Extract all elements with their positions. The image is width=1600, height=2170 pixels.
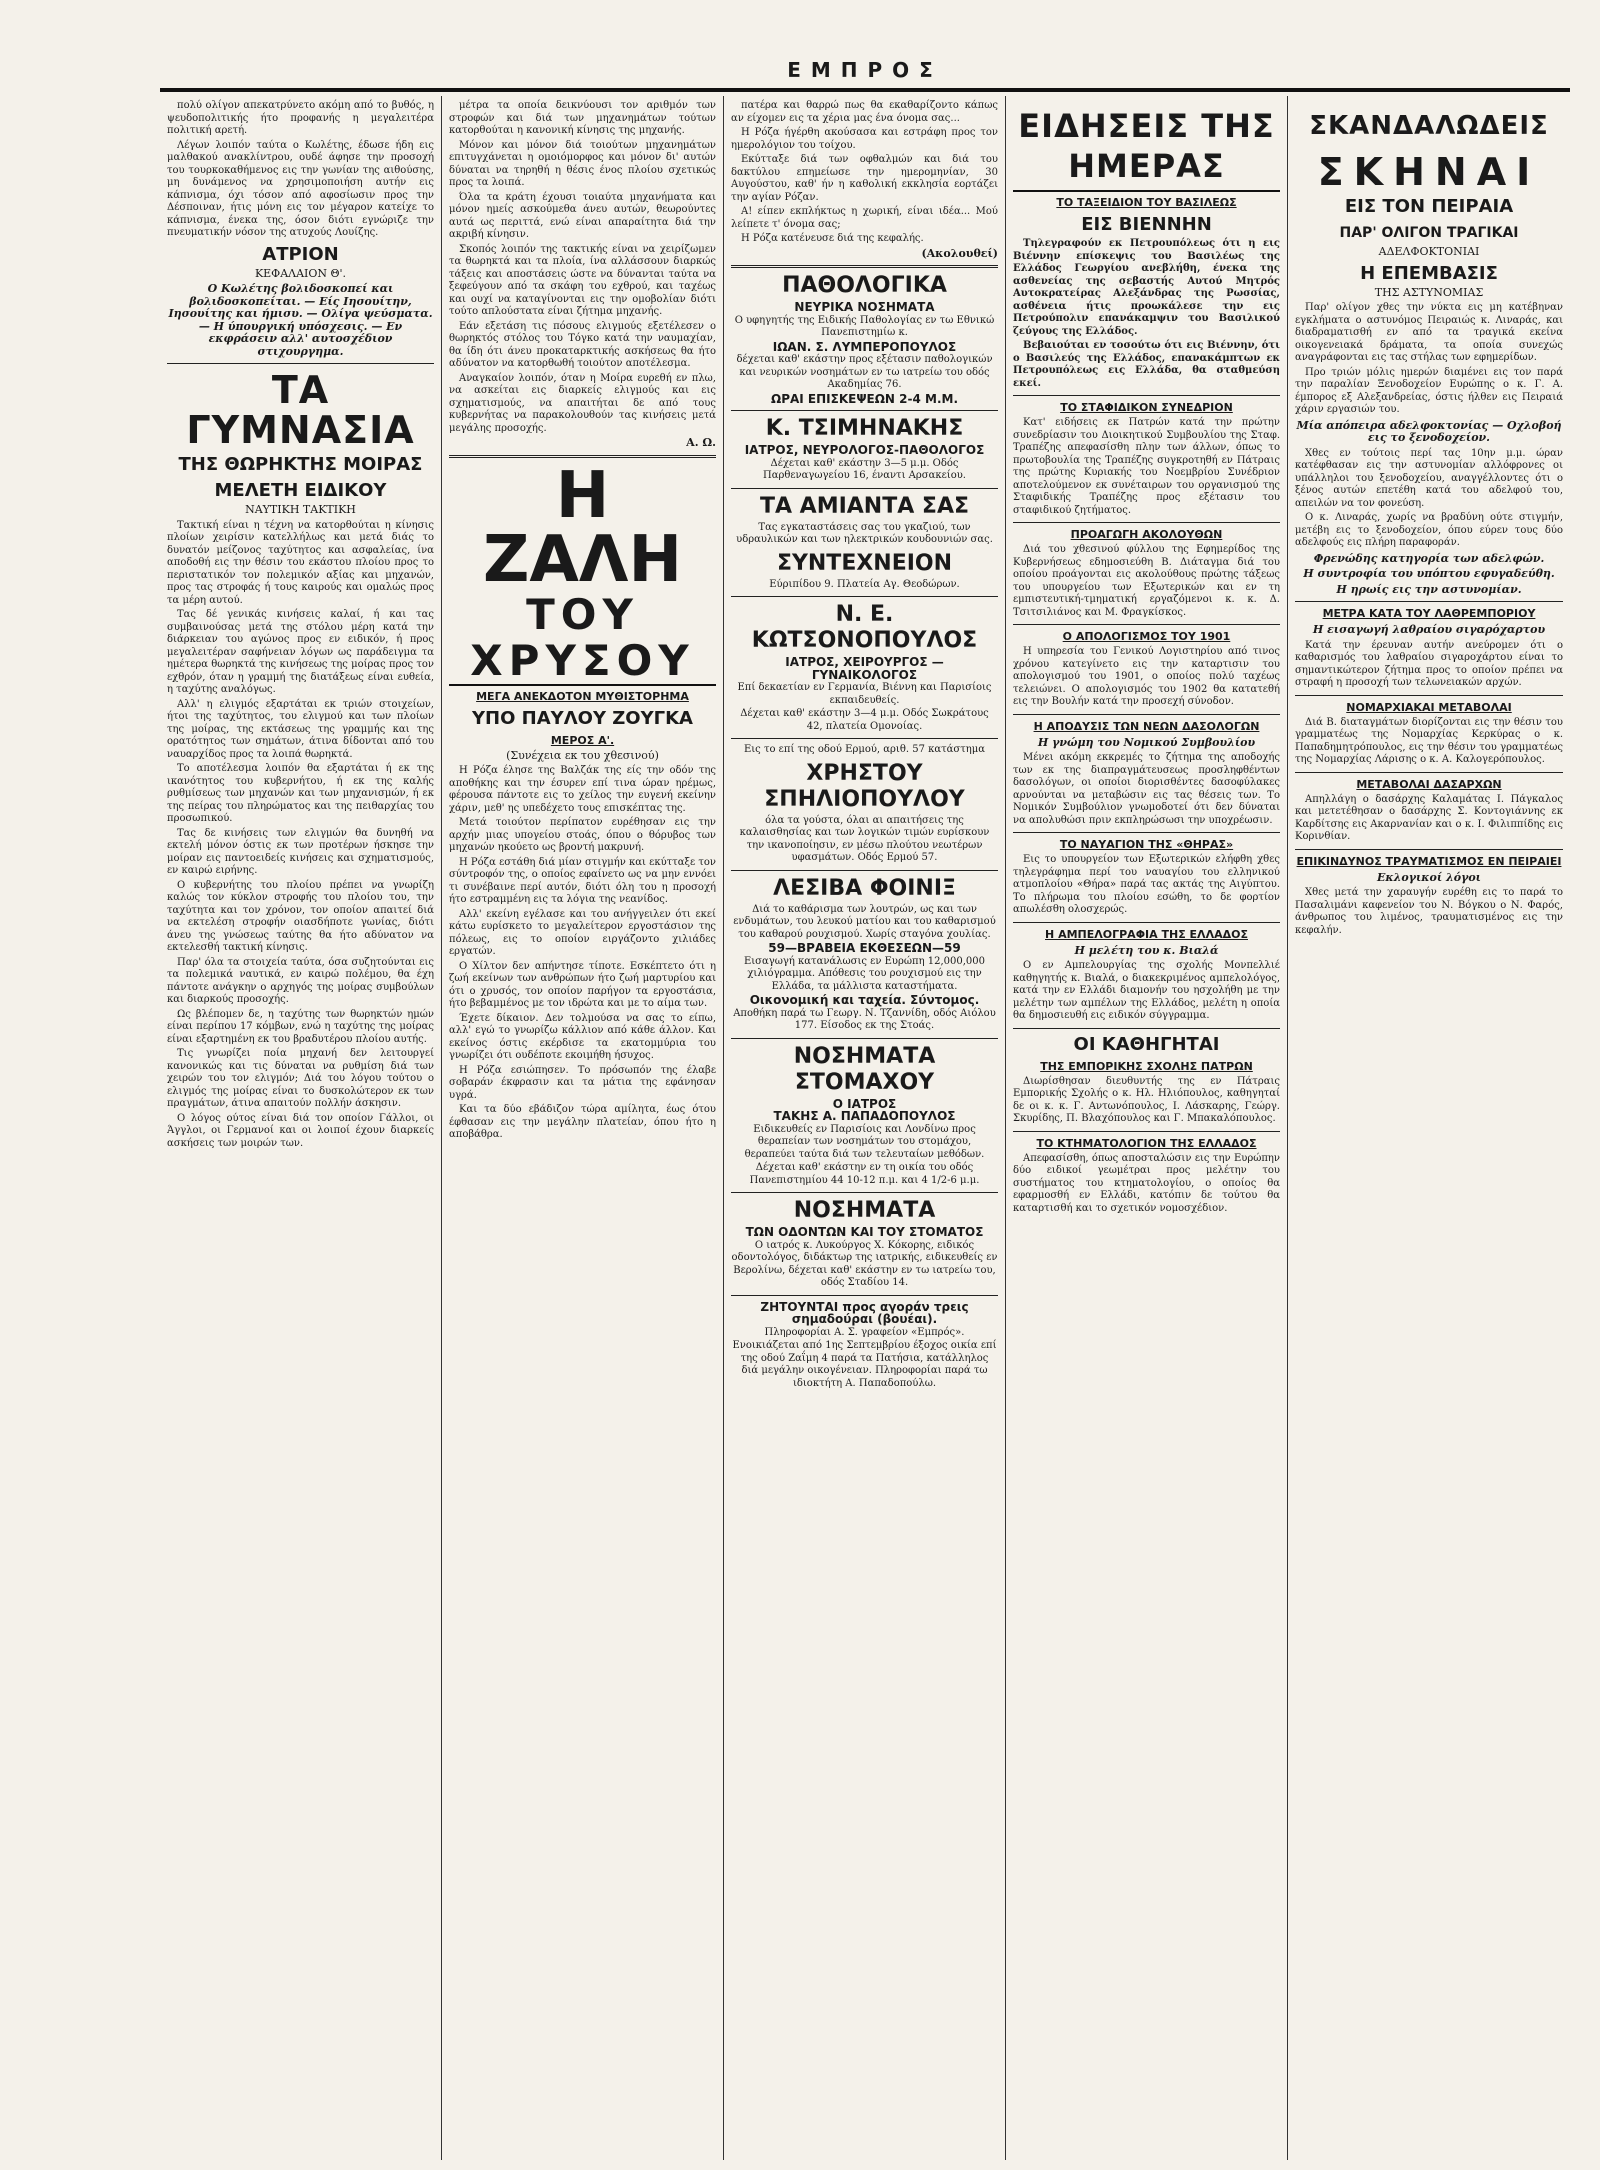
news-headline: ΤΟ ΝΑΥΑΓΙΟΝ ΤΗΣ «ΘΗΡΑΣ» (1059, 838, 1234, 851)
text-paragraph: Τηλεγραφούν εκ Πετρουπόλεως ότι η εις Βιέννην επίσκεψις του Βασιλέως της Ελλάδος Γεωργίου ανεβλήθη, ένεκα της ασθενείας της σεβαστής Αυτού Μητρός Αυτοκρατείρας Αλεξάνδρας της Ρωσσίας, ασθένεια ήτις προωκάλεσε την εις Πετρούπολιν επανάκαμψιν του Βασιλικού ζεύγους της Ελλάδος. (1013, 238, 1280, 337)
text-paragraph: Μένει ακόμη εκκρεμές το ζήτημα της αποδοχής των εκ της διαπραγμάτευσεως προσληφθέντων δασολόγων, οι οποίοι διορισθέντες δασοφύλακες αρνούνται να μεταβώσιν εις τας θέσεις των. Το Νομικόν Συμβούλιον γνωμοδοτεί ότι δεν δύναται να απολυθώσι πριν εκπληρώσωσι την υποχρέωσιν. (1013, 752, 1280, 826)
text-paragraph: πολύ ολίγον απεκατρύνετο ακόμη από το βυθός, η ψευδοπολιτικής ήτο προφανής η μεγαλειτέρα πολιτική αρετή. (167, 100, 434, 136)
text-paragraph: Η Ρόζα ήγέρθη ακούσασα και εστράφη προς τον ημερολόγιον του τοίχου. (731, 127, 998, 151)
ad-headline: ΧΡΗΣΤΟΥ ΣΠΗΛΙΟΠΟΥΛΟΥ (764, 760, 965, 812)
column-1 (160, 96, 442, 2160)
text-paragraph: Χθες μετά την χαραυγήν ευρέθη εις το παρά το Πασαλιμάνι καφενείον του Ν. Βόγκου ο Ν. Φαρός, άνθρωπος του λιμένος, τραυματισμένος εις την κεφαλήν. (1295, 887, 1563, 936)
article-kicker: ΤΗΣ ΑΣΤΥΝΟΜΙΑΣ (1374, 285, 1484, 299)
text-paragraph: Σκοπός λοιπόν της τακτικής είναι να χειρίζωμεν τα θωρηκτά και τα πλοία, ίνα αλλάσσουν διαρκώς τάξεις και αποστάσεις ώστε να δύνανται ταύτα να ξεφεύγουν από τα σκάφη του εχθρού, και ταχέως και ουχί να καταγίνονται εις την ομοβολίαν διότι τούτο απλούστατα είναι ζήτημα μηχανής. (449, 243, 716, 317)
text-paragraph: Η υπηρεσία του Γενικού Λογιστηρίου από τινος χρόνου κατεγίνετο εις την καταρτισιν του απολογισμού του 1901, ο οποίος πολύ ταχέως τελειώνει. Ο απολογισμός του 1902 θα κατατεθή εις την Βουλήν κατά την προσεχή σύνοδον. (1013, 646, 1280, 707)
article-subheadline: ΕΙΣ ΤΟΝ ΠΕΙΡΑΙΑ (1344, 196, 1514, 217)
column-4 (1006, 96, 1288, 2160)
divider (731, 1038, 998, 1039)
divider (1013, 832, 1280, 833)
divider (731, 488, 998, 489)
ad-subheadline: Οικονομική και ταχεία. Σύντομος. (749, 993, 980, 1007)
serial-part: ΜΕΡΟΣ Α'. (550, 733, 615, 747)
continued-note: (Ακολουθεί) (921, 246, 998, 260)
signature: Α. Ω. (686, 436, 716, 449)
article-crosshead: Η συντροφία του υπόπτου εφυγαδεύθη. (1303, 567, 1555, 580)
news-subheadline: ΕΙΣ ΒΙΕΝΝΗΝ (1081, 214, 1212, 235)
ad-hours: ΩΡΑΙ ΕΠΙΣΚΕΨΕΩΝ 2-4 Μ.Μ. (771, 391, 958, 406)
ad-text: Δέχεται καθ' εκάστην 3—5 μ.μ. Οδός Παρθεναγωγείου 16, έναντι Αρσακείου. (763, 457, 966, 481)
ad-text: Τας εγκαταστάσεις σας του γκαζιού, των υδραυλικών και των ηλεκτρικών κουδουνιών σας. (736, 521, 993, 545)
divider (1013, 1131, 1280, 1132)
divider (1295, 695, 1563, 696)
text-paragraph: Τας δέ γενικάς κινήσεις καλαί, ή και τας συμβαινούσας μετά της στόλου μέρη κατά την διάρκειαν του αγώνος προς εν ειδικόν, ή προς μεγαλειτέραν σαφήνειαν λόγων ως παράδειγμα τα ημέτερα θωρηκτά της κινήσεως της μοίρας προς τον εχθρόν, όταν η γραμμή της διατάξεως είναι ευθεία, η ταχύτης αναλόγως. (167, 609, 434, 695)
text-paragraph: Παρ' ολίγον χθες την νύκτα εις μη κατέβηναν εγκλήματα ο αστυνόμος Πειραιώς κ. Λιναράς, και διαδραματισθή εν από τα τραγικά εκείνα οικογενειακά δράματα, τα οποία συνεχώς αναγράφονται εις τας στήλας των εφημερίδων. (1295, 302, 1563, 363)
ad-subheadline: Ο ΙΑΤΡΟΣ (832, 1096, 897, 1111)
news-headline: ΕΠΙΚΙΝΔΥΝΟΣ ΤΡΑΥΜΑΤΙΣΜΟΣ ΕΝ ΠΕΙΡΑΙΕΙ (1296, 854, 1562, 868)
section-title: ΕΙΔΗΣΕΙΣ ΤΗΣ ΗΜΕΡΑΣ (1013, 106, 1280, 192)
text-paragraph: Απεφασίσθη, όπως αποσταλώσιν εις την Ευρώπην δύο ειδικοί γεωμέτραι προς μελέτην του συστήματος του κτηματολογίου, ο οποίος θα εφαρμοσθή εν Ελλάδι, κατόπιν δε τούτου θα καταρτισθή και το σχετικόν νομοσχέδιον. (1013, 1152, 1280, 1214)
news-subheadline: Η εισαγωγή λαθραίου σιγαρόχαρτου (1312, 623, 1546, 636)
ad-headline: Ν. Ε. ΚΩΤΣΟΝΟΠΟΥΛΟΣ (751, 602, 978, 653)
text-paragraph: Απηλλάγη ο δασάρχης Καλαμάτας Ι. Πάγκαλος και μετετέθησαν ο δασάρχης Σ. Κοντογιάννης εκ Καρδίτσης εις Ακαρνανίαν και ο κ. Ι. Φιλιππίδης εις Κορινθίαν. (1295, 793, 1563, 842)
news-headline: ΤΟ ΤΑΞΕΙΔΙΟΝ ΤΟΥ ΒΑΣΙΛΕΩΣ (1056, 196, 1237, 209)
ad-name: ΣΥΝΤΕΧΝΕΙΟΝ (776, 550, 953, 576)
ad-headline: ΛΕΣΙΒΑ ΦΟΙΝΙΞ (773, 875, 956, 901)
text-paragraph: Κατ' ειδήσεις εκ Πατρών κατά την πρώτην συνεδρίασιν του Διοικητικού Συμβουλίου της Σταφ. Τραπέζης απεφασίσθη πλην των άλλων, όπως το πρωτοβουλία της Τραπέζης συγκροτηθή εν Πάτραις της πρώτης Κυριακής του Νοεμβρίου Συνέδριον αποτελούμενον εκ συνέταιρων του οργανισμού της Σταφιδικής Τραπέζης προς εξέτασιν του σταφιδικού ζητήματος. (1013, 417, 1280, 516)
text-paragraph: Προ τριών μόλις ημερών διαμένει εις τον παρά την παραλίαν Ξενοδοχείον Ευρώπης ο κ. Γ. Α. έμπορος εξ Αλεξανδρείας, όστις ήλθεν εις Πειραιά χάριν εργασιών του. (1295, 366, 1563, 415)
divider (731, 1295, 998, 1296)
news-headline: Η ΑΜΠΕΛΟΓΡΑΦΙΑ ΤΗΣ ΕΛΛΑΔΟΣ (1045, 927, 1248, 941)
divider (1013, 714, 1280, 715)
article-kicker: ΝΑΥΤΙΚΗ ΤΑΚΤΙΚΗ (245, 503, 356, 516)
text-paragraph: μέτρα τα οποία δεικνύουσι τον αριθμόν των στροφών και διά των μηχανημάτων τούτων κατορθούται η κανονική κίνησις της μηχανής. (449, 100, 716, 136)
divider (1295, 772, 1563, 773)
divider (449, 455, 716, 458)
section-heading: ΑΤΡΙΟΝ (262, 243, 339, 265)
text-paragraph: Ο εν Αμπελουργίας της σχολής Μονπελλιέ καθηγητής κ. Βιαλά, ο διακεκριμένος αμπελολόγος, κατά την εν Ελλάδι διαμονήν του ησχολήθη με την μελέτην των αμπέλων της Ελλάδος, μελέτη η οποία θα δημοσιευθή εις ειδικόν σύγγραμμα. (1013, 960, 1280, 1021)
serial-author: ΥΠΟ ΠΑΥΛΟΥ ΖΟΥΓΚΑ (472, 707, 693, 729)
ad-headline: ΤΑ ΑΜΙΑΝΤΑ ΣΑΣ (759, 493, 969, 519)
text-paragraph: Α! είπεν εκπλήκτως η χωρική, είναι ιδέα... Μού λείπετε τ' όνομα σας; (731, 206, 998, 230)
chapter-title: ΚΕΦΑΛΑΙΟΝ Θ'. (254, 266, 347, 280)
serial-title: Η ΖΑΛΗ (482, 458, 683, 597)
text-paragraph: Ο κ. Λιναράς, χωρίς να βραδύνη ούτε στιγμήν, μετέβη εις το ξενοδοχείον, όπου εύρεν τους δύο αδελφούς εις πλήρη παραφοράν. (1295, 512, 1563, 548)
text-paragraph: πατέρα και θαρρώ πως θα εκαθαρίζοντο κάπως αν είχομεν εις τα χέρια μας ένα όνομα σας... (731, 100, 998, 124)
serial-title-2: ΤΟΥ ΧΡΥΣΟΥ (449, 592, 716, 686)
text-paragraph: Εις το υπουργείον των Εξωτερικών ελήφθη χθες τηλεγράφημα περί του ναυαγίου του ελληνικού ατμοπλοίου «Θήρα» παρά τας ακτάς της Αιγύπτου. Το πλήρωμα του πλοίου εσώθη, το δε φορτίον απωλέσθη ολοσχερώς. (1013, 854, 1280, 915)
article-crosshead: Φρενώδης κατηγορία των αδελφών. (1313, 551, 1545, 565)
news-headline: ΜΕΤΡΑ ΚΑΤΑ ΤΟΥ ΛΑΘΡΕΜΠΟΡΙΟΥ (1322, 607, 1536, 620)
text-paragraph: Εάν εξετάση τις πόσους ελιγμούς εξετέλεσεν ο θωρηκτός στόλος του Τόγκο κατά την ναυμαχίαν, θα ίδη ότι άνευ προκαταρκτικής ασκήσεως θα ήτο αδύνατον να κατορθωθή τοιούτον αποτέλεσμα. (449, 320, 716, 369)
divider (1295, 849, 1563, 850)
news-subheadline: Η μελέτη του κ. Βιαλά (1074, 943, 1219, 957)
text-paragraph: Έχετε δίκαιον. Δεν τολμούσα να σας το είπω, αλλ' εγώ το γνωρίζω κάλλιον από κάθε άλλον. Και εκείνος όστις εκέρδισε τα εκατομμύρια του γνωρίζει ότι ουδέποτε εκοιμήθη ήσυχος. (449, 1012, 716, 1061)
text-paragraph: Όλα τα κράτη έχουσι τοιαύτα μηχανήματα και μόνον ημείς ασκούμεθα άνευ αυτών, θεωρούντες αυτά ως περιττά, ενώ είναι απαραίτητα διά την ακριβή κίνησιν. (449, 191, 716, 240)
divider (167, 363, 434, 364)
text-paragraph: Χθες εν τούτοις περί τας 10ην μ.μ. ώραν κατέφθασαν εις την αστυνομίαν αλλόφρονες οι υπάλληλοι του ξενοδοχείου, αναγγέλλοντες ότι ο ξένος αυτών επετέθη κατά του αδελφού του, απειλών να τον φονεύση. (1295, 447, 1563, 509)
text-paragraph: Η Ρόζα εσιώπησεν. Το πρόσωπόν της έλαβε σοβαράν έκφρασιν και τα μάτια της εφάνησαν υγρά. (449, 1064, 716, 1101)
text-paragraph: Ο λόγος ούτος είναι διά τον οποίον Γάλλοι, οι Άγγλοι, οι Γερμανοί και οι λοιποί έχουν διαρκείς ασκήσεις των μοιρών των. (167, 1112, 434, 1149)
divider (1295, 601, 1563, 602)
ad-subheadline: ΙΑΤΡΟΣ, ΝΕΥΡΟΛΟΓΟΣ-ΠΑΘΟΛΟΓΟΣ (744, 443, 985, 457)
ad-text: Πληροφορίαι Α. Σ. γραφείον «Εμπρός». (764, 1326, 965, 1338)
text-paragraph: Παρ' όλα τα στοιχεία ταύτα, όσα συζητούνται εις τα πολεμικά ναυτικά, εν καιρώ πολέμου, θα έχη πάντοτε ανάγκην ο αρχηγός της μοίρας συμβούλων και διαρκούς προσοχής. (167, 956, 434, 1005)
ad-text: Δέχεται καθ' εκάστην 3—4 μ.μ. Οδός Σωκράτους 42, πλατεία Ομονοίας. (740, 708, 989, 732)
ad-headline: ΝΟΣΗΜΑΤΑ ΣΤΟΜΑΧΟΥ (793, 1043, 936, 1095)
ad-headline: ΖΗΤΟΥΝΤΑΙ προς αγοράν τρεις σημαδούραι (βουέαι). (760, 1299, 969, 1326)
ad-headline: Κ. ΤΣΙΜΗΝΑΚΗΣ (765, 416, 964, 441)
text-paragraph: Η Ρόζα έλησε της Βαλζάκ της είς την οδόν της αποθήκης και την έσυρεν επί τινα ώραν ηρέμως, φέρουσα πάντοτε εις το χείλος την ευγενή εκείνην χάριν, μεθ' ης υπεδέχετο τους επισκέπτας της. (449, 765, 716, 814)
text-paragraph: Λέγων λοιπόν ταύτα ο Κωλέτης, έδωσε ήδη εις μαλθακού ανακλίντρου, ουδέ άφησε την προσοχή του τουρκοκαθήμενος εις την γωνίαν της αιθούσης, μη δυνάμενος να χρησιμοποιήση αυτήν εις κάπνισμα, όχι τόσον από αφοσίωσιν προς την Δέσποιναν, ήτις μόνη εις τον μέγαρον κατείχε το κάπνισμα, ένεκα της, όσον διότι εγνώριζε την πνευματικήν νόσον της ατυχούς Λουίζης. (167, 139, 434, 238)
ad-text: δέχεται καθ' εκάστην προς εξέτασιν παθολογικών και νευρικών νοσημάτων εν τω ιατρείω του οδός Ακαδημίας 76. (736, 354, 993, 390)
text-paragraph: Βεβαιούται εν τοσούτω ότι εις Βιέννην, ότι ο Βασιλεύς της Ελλάδος, επανακάμπτων εκ Πετρουπόλεως εις Ελλάδα, θα σταθμεύση εκεί. (1013, 340, 1280, 389)
news-headline: ΠΡΟΑΓΩΓΗ ΑΚΟΛΟΥΘΩΝ (1070, 528, 1223, 541)
text-paragraph: Τις γνωρίζει ποία μηχανή δεν λειτουργεί κανονικώς και τις δύναται να ρυθμίση διά των χειρών του τον ελιγμόν; Διά του λόγου τούτου ο ελιγμός της μοίρας είναι το δυσκολώτερον εκ των πραγμάτων, άτινα απαιτούν πολλήν άσκησιν. (167, 1048, 434, 1109)
divider (731, 738, 998, 739)
ad-address: Εύριπίδου 9. Πλατεία Αγ. Θεοδώρων. (769, 578, 960, 590)
article-subheadline: ΠΑΡ' ΟΛΙΓΟΝ ΤΡΑΓΙΚΑΙ (1339, 225, 1519, 241)
masthead: ΕΜΠΡΟΣ (787, 58, 943, 82)
ad-text: Ο ιατρός κ. Λυκούργος Χ. Κόκορης, ειδικός οδοντολόγος, διδάκτωρ της ιατρικής, ειδικευθείς εν Βερολίνω, δέχεται καθ' εκάστην εν τω ιατρείω του, οδός Σταδίου 14. (731, 1239, 998, 1288)
ad-subheadline: 59—ΒΡΑΒΕΙΑ ΕΚΘΕΣΕΩΝ—59 (768, 941, 961, 955)
text-paragraph: Ως βλέπομεν δε, η ταχύτης των θωρηκτών ημών είναι περίπου 17 κόμβων, ενώ η ταχύτης της μοίρας είναι εξαρτημένη εκ του βραδυτέρου πλοίου αυτής. (167, 1008, 434, 1045)
ad-text: Εις το επί της οδού Ερμού, αριθ. 57 κατάστημα (743, 744, 986, 755)
text-paragraph: Αλλ' η ελιγμός εξαρτάται εκ τριών στοιχείων, ήτοι της ταχύτητος, του ελιγμού και των πλοίων της μοίρας, της εκτάσεως της γραμμής και της ορατότητος των σημάτων, άτινα δίδονται από του ναυαρχίδος προς τα λοιπά θωρηκτά. (167, 698, 434, 760)
text-paragraph: Ο Χίλτον δεν απήντησε τίποτε. Εσκέπτετο ότι η ζωή εκείνων των ανθρώπων ήτο ζωή μαρτυρίου και ότι ο χρυσός, τον οποίον παρήγον τα εργοστάσια, ήτο βεβαμμένος με τον ιδρώτα και με το αίμα των. (449, 960, 716, 1009)
text-paragraph: Ο κυβερνήτης του πλοίου πρέπει να γνωρίζη καλώς τον κύκλον στροφής του πλοίου του, την ταχύτητα και τον χρόνον, τον οποίον απαιτεί διά να εκτελέση στροφήν οιασδήποτε γωνίας, διότι άνευ της γνώσεως ταύτης θα ήτο αδύνατον να εκτελεσθή τακτική κίνησις. (167, 879, 434, 953)
text-paragraph: Και τα δύο εβάδιζον τώρα αμίλητα, έως ότου έφθασαν εις την μεγάλην πλατείαν, όπου ήτο η αποβάθρα. (449, 1104, 716, 1140)
divider (1013, 624, 1280, 625)
ad-text: Δέχεται καθ' εκάστην εν τη οικία του οδός Πανεπιστημίου 44 10-12 π.μ. και 4 1/2-6 μ.μ. (749, 1162, 980, 1186)
text-paragraph: Η Ρόζα κατένευσε διά της κεφαλής. (741, 233, 924, 244)
ad-subheadline: ΝΕΥΡΙΚΑ ΝΟΣΗΜΑΤΑ (794, 300, 935, 314)
text-paragraph: Διά του χθεσινού φύλλου της Εφημερίδος της Κυβερνήσεως εδημοσιεύθη Β. Διάταγμα διά του οποίου προάγονται εις ακολούθους πρώτης τάξεως του υπουργείου των Εξωτερικών και εν τη εμπιστευτική-τμηματική εργαζόμενοι κ. κ. Δ. Τσιτσιλιάνος και Μ. Φραγκίσκος. (1013, 544, 1280, 618)
ad-name: ΙΩΑΝ. Σ. ΛΥΜΠΕΡΟΠΟΥΛΟΣ (772, 339, 957, 354)
news-headline: Ο ΑΠΟΛΟΓΙΣΜΟΣ ΤΟΥ 1901 (1062, 630, 1231, 643)
column-2 (442, 96, 724, 2160)
article-subheadline: ΜΕΛΕΤΗ ΕΙΔΙΚΟΥ (214, 480, 387, 501)
text-paragraph: Κατά την έρευναν αυτήν ανεύρομεν ότι ο καθαρισμός του λαθραίου σιγαροχάρτου είναι το σημαντικώτερον ζήτημα προς το οποίον πρέπει να στραφή η προσοχή των τελωνειακών αρχών. (1295, 639, 1563, 688)
news-headline: ΤΟ ΚΤΗΜΑΤΟΛΟΓΙΟΝ ΤΗΣ ΕΛΛΑΔΟΣ (1036, 1136, 1257, 1150)
article-crosshead: Η ηρωίς εις την αστυνομίαν. (1336, 582, 1522, 596)
divider (1013, 922, 1280, 923)
news-headline: ΝΟΜΑΡΧΙΑΚΑΙ ΜΕΤΑΒΟΛΑΙ (1346, 700, 1512, 714)
article-headline-2: ΤΗΣ ΘΩΡΗΚΤΗΣ ΜΟΙΡΑΣ (178, 454, 423, 475)
text-paragraph: Μετά τοιούτον περίπατον ευρέθησαν εις την αρχήν μιας υπογείου στοάς, όπου ο θόρυβος των μηχανών ηκούετο ως βροντή μακρυνή. (449, 817, 716, 853)
ad-subheadline: ΙΑΤΡΟΣ, ΧΕΙΡΟΥΡΓΟΣ — ΓΥΝΑΙΚΟΛΟΓΟΣ (785, 655, 944, 682)
divider (731, 870, 998, 871)
column-5 (1288, 96, 1570, 2160)
ad-text: Αποθήκη παρά τω Γεωργ. Ν. Τζαννίδη, οδός Αιόλου 177. Είσοδος εκ της Στοάς. (733, 1007, 996, 1031)
article-crosshead: Μία απόπειρα αδελφοκτονίας — Οχλοβοή εις το ξενοδοχείον. (1296, 418, 1562, 444)
article-subheadline: Η ΕΠΕΜΒΑΣΙΣ (1360, 262, 1498, 284)
ad-text: Επί δεκαετίαν εν Γερμανία, Βιέννη και Παρισίοις εκπαιδευθείς. (737, 682, 992, 706)
news-subheadline: ΤΗΣ ΕΜΠΟΡΙΚΗΣ ΣΧΟΛΗΣ ΠΑΤΡΩΝ (1040, 1059, 1253, 1073)
news-headline: ΜΕΤΑΒΟΛΑΙ ΔΑΣΑΡΧΩΝ (1356, 777, 1502, 791)
divider (731, 265, 998, 268)
article-headline-2: ΣΚΗΝΑΙ (1317, 150, 1541, 194)
text-paragraph: Αλλ' εκείνη εγέλασε και του ανήγγειλεν ότι εκεί κάτω ευρίσκετο το μεγαλείτερον εργοστάσιον της πόλεως, εις το οποίον ειργάζοντο χιλιάδες εργατών. (449, 908, 716, 957)
divider (731, 410, 998, 411)
ad-text: όλα τα γούστα, όλαι αι απαιτήσεις της καλαισθησίας και των λογικών τιμών ευρίσκουν την ικανοποίησιν, εν μέσω πλούτου νεωτέρων υφασμάτων. Οδός Ερμού 57. (739, 814, 990, 863)
ad-headline: ΝΟΣΗΜΑΤΑ (793, 1198, 936, 1223)
text-paragraph: Τακτική είναι η τέχνη να κατορθούται η κίνησις πλοίων χειρίσιν κατελλήλως και μετά διάς το δυνατόν μείζονος ταχύτητος και ασφαλείας, ίνα αποδοθή εις την θέσιν του εκάστου πλοίου προς το περιστατικόν τον πολεμικόν αξίας και μηχανών, προς τας στροφάς ή τους καιρούς και ομαλώς προς τα μέρη αυτού. (167, 519, 434, 606)
article-headline: ΤΑ ΓΥΜΝΑΣΙΑ (186, 368, 415, 452)
divider (1013, 522, 1280, 523)
divider (1013, 1028, 1280, 1029)
article-headline: ΣΚΑΝΔΑΛΩΔΕΙΣ (1309, 111, 1549, 141)
text-paragraph: Η Ρόζα εστάθη διά μίαν στιγμήν και εκύτταξε τον σύντροφόν της, ο οποίος εφαίνετο ως να μην εννόει τι συνέβαινε περί αυτόν, διότι όλη του η προσοχή ήτο εστραμμένη εις τα λόγια της νεανίδος. (449, 856, 716, 905)
article-kicker: ΑΔΕΛΦΟΚΤΟΝΙΑΙ (1378, 245, 1480, 258)
news-subheadline: Εκλογικοί λόγοι (1377, 870, 1481, 884)
news-subheadline: Η γνώμη του Νομικού Συμβουλίου (1037, 735, 1256, 749)
ad-text: Ειδικευθείς εν Παρισίοις και Λονδίνω προς θεραπείαν των νοσημάτων του στομάχου, θεραπεύει ταύτα διά των τελευταίων μεθόδων. (744, 1123, 985, 1160)
serial-kicker: ΜΕΓΑ ΑΝΕΚΔΟΤΟΝ ΜΥΘΙΣΤΟΡΗΜΑ (476, 689, 689, 703)
top-rule (160, 88, 1570, 92)
ad-text: Διά το καθάρισμα των λουτρών, ως και των ενδυμάτων, του λευκού ματίου και του καθαρισμού του καθαρού ρουχισμού. Χωρίς σταγόνα χουλίας. (733, 903, 996, 940)
news-headline: ΤΟ ΣΤΑΦΙΔΙΚΟΝ ΣΥΝΕΔΡΙΟΝ (1060, 401, 1233, 414)
text-paragraph: Αναγκαίον λοιπόν, όταν η Μοίρα ευρεθή εν πλω, να ασκείται εις διαρκείς ελιγμούς και εις σχηματισμούς, να απαιτήται δε από τους κυβερνήτας να παρακολουθούν τας κινήσεις μετά μεγάλης προσοχής. (449, 372, 716, 434)
text-paragraph: Διά Β. διαταγμάτων διορίζονται εις την θέσιν του γραμματέως της Νομαρχίας Κερκύρας ο κ. Παπαδημητρόπουλος, εις την θέσιν του γραμματέως της Νομαρχίας Λάρισης ο κ. Α. Καλογερόπουλος. (1295, 716, 1563, 765)
ad-text: Ενοικιάζεται από 1ης Σεπτεμβρίου έξοχος οικία επί της οδού Ζαΐμη 4 παρά τα Πατήσια, κατάλληλος διά μεγάλην οικογένειαν. Πληροφορίαι παρά τω ιδιοκτήτη Α. Παπαδοπούλω. (732, 1340, 997, 1389)
columns (160, 96, 1570, 2160)
divider (731, 596, 998, 597)
chapter-contents: Ο Κωλέτης βολιδοσκοπεί και βολιδοσκοπείται. — Είς Ιησουίτην, Ιησουίτης και ήμισυ. — Ολίγα ψεύσματα. — Η ύπουργική υπόσχεσις. — Εν εκφράσειν αλλ' αυτοσχέδιον στιχουργημα. (168, 282, 433, 358)
divider (1013, 395, 1280, 396)
news-headline: Η ΑΠΟΔΥΣΙΣ ΤΩΝ ΝΕΩΝ ΔΑΣΟΛΟΓΩΝ (1033, 719, 1260, 733)
ad-text: Εισαγωγή κατανάλωσις εν Ευρώπη 12,000,000 χιλιόγραμμα. Απόθεσις του ρουχισμού εις την Ελλάδα, τα μάλλιστα καταστήματα. (743, 955, 986, 992)
text-paragraph: Τας δε κινήσεις των ελιγμών θα δυνηθή να εκτελή μόνον όστις εκ των προτέρων ήσκησε την μοίραν εις παντοειδείς κινήσεις και σχηματισμούς, εν καιρώ ειρήνης. (167, 827, 434, 876)
text-paragraph: Εκύτταξε διά των οφθαλμών και διά του δακτύλου επημείωσε την ημερομηνίαν, 30 Αυγούστου, καθ' ήν η καθολική εκκλησία εορτάζει την αγίαν Ρόζαν. (731, 154, 998, 203)
divider (731, 1192, 998, 1193)
ad-headline: ΠΑΘΟΛΟΓΙΚΑ (782, 273, 947, 298)
text-paragraph: Το αποτέλεσμα λοιπόν θα εξαρτάται ή εκ της ικανότητος του κυβερνήτου, ή εκ της καλής ρυθμίσεως των μηχανών και των μηχανισμών, ή εκ της πείρας του πληρώματος και της πειθαρχίας του προσωπικού. (167, 763, 434, 824)
ad-text: Ο υφηγητής της Ειδικής Παθολογίας εν τω Εθνικώ Πανεπιστημίω κ. (734, 314, 995, 338)
serial-continued: (Συνέχεια εκ του χθεσινού) (506, 748, 659, 762)
text-paragraph: Μόνον και μόνον διά τοιούτων μηχανημάτων επιτυγχάνεται η ομοιόμορφος και μόνον δι' αυτών δύναται να τηρηθή η θέσις ένος πλοίου σχετικώς προς τα λοιπά. (449, 139, 716, 188)
column-3 (724, 96, 1006, 2160)
news-headline: ΟΙ ΚΑΘΗΓΗΤΑΙ (1073, 1033, 1220, 1055)
ad-name: ΤΑΚΗΣ Α. ΠΑΠΑΔΟΠΟΥΛΟΣ (773, 1109, 956, 1123)
ad-subheadline: ΤΩΝ ΟΔΟΝΤΩΝ ΚΑΙ ΤΟΥ ΣΤΟΜΑΤΟΣ (745, 1225, 984, 1239)
text-paragraph: Διωρίσθησαν διευθυντής της εν Πάτραις Εμπορικής Σχολής ο κ. Ηλ. Ηλιόπουλος, καθηγηταί δε οι κ. κ. Γ. Αντωνόπουλος, Ι. Λάσκαρης, Γεώργ. Σκυρίδης, Π. Βλαχόπουλος και Γ. Μπακαλόπουλος. (1013, 1075, 1280, 1124)
